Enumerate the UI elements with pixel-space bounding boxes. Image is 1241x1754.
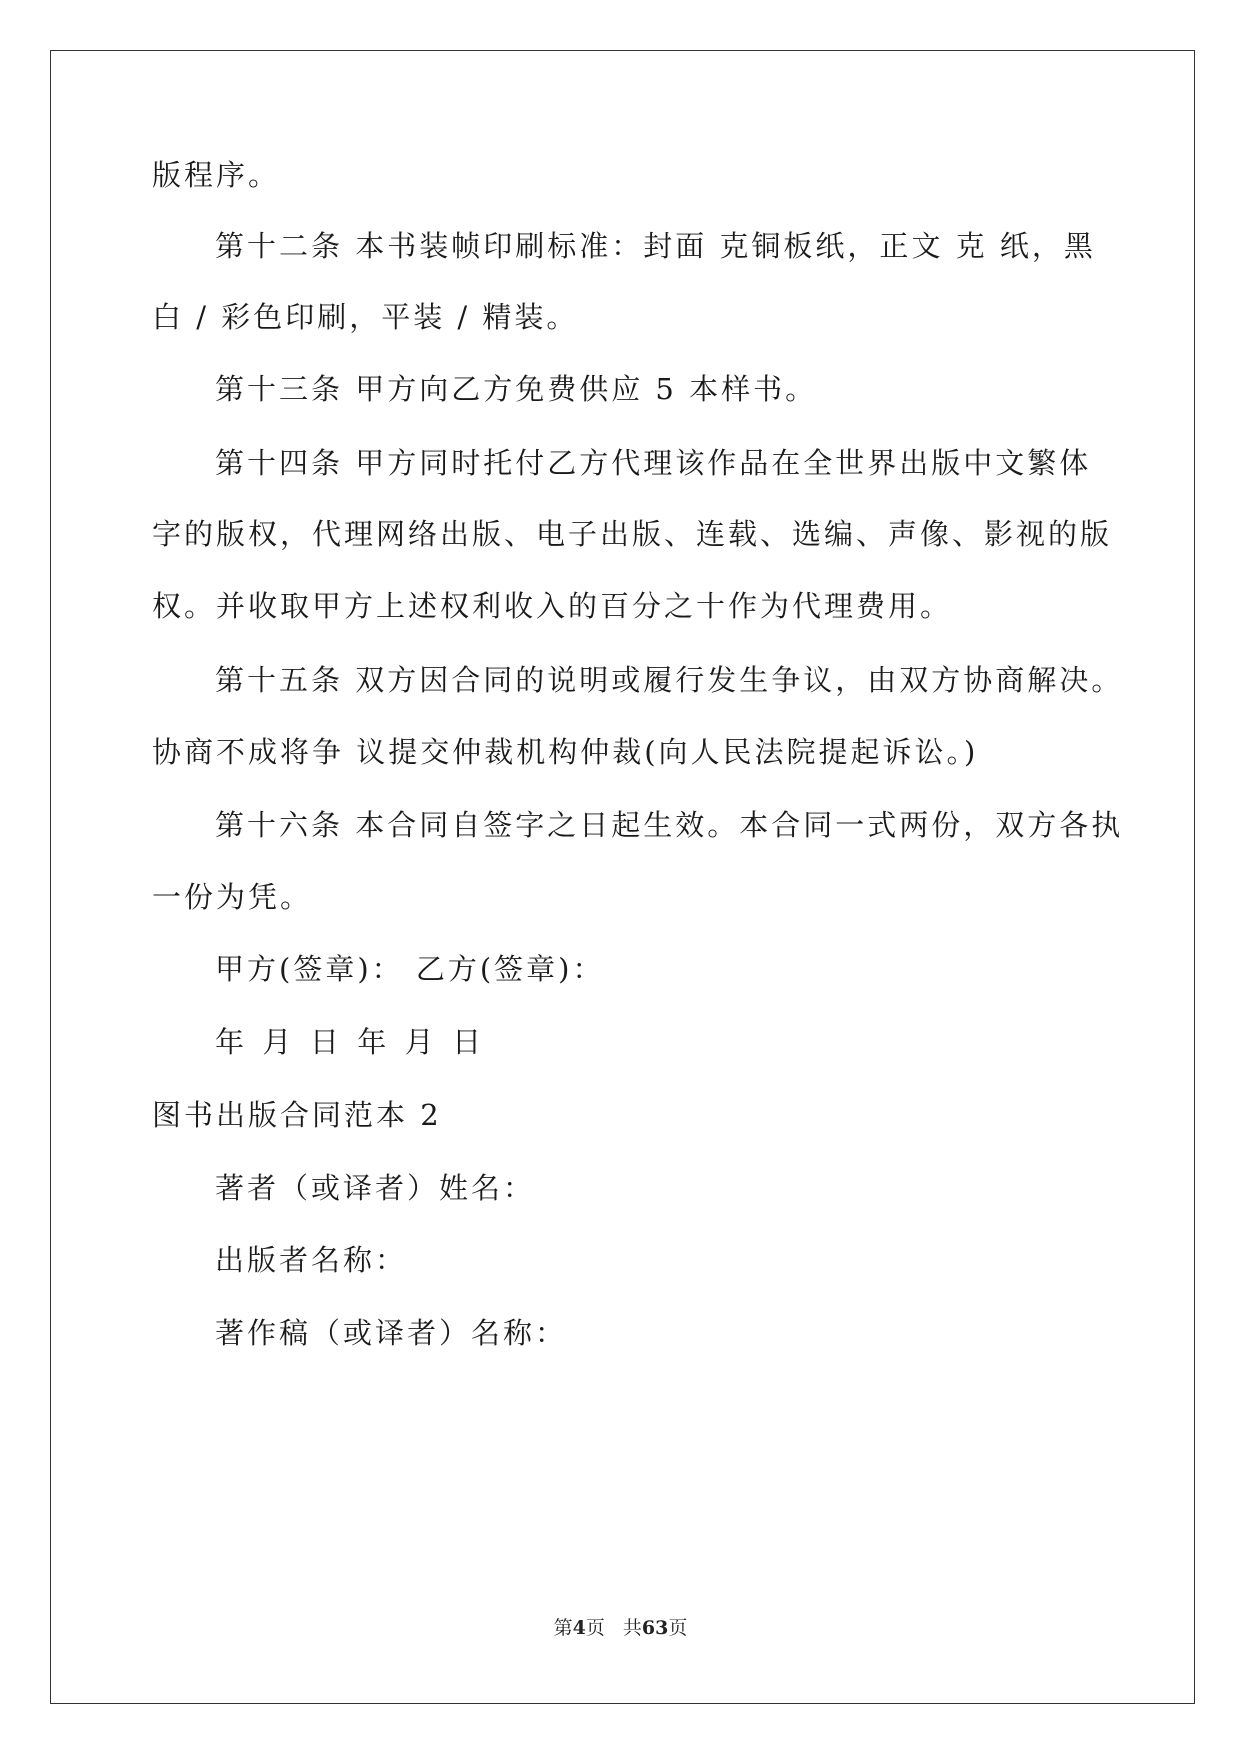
section-heading: 图书出版合同范本 2	[152, 1098, 442, 1132]
total-prefix: 共	[622, 1617, 642, 1639]
clause-12: 第十二条 本书装帧印刷标准：封面 克铜板纸，正文 克 纸，黑	[215, 229, 1096, 263]
total-suffix: 页	[668, 1617, 688, 1639]
page-current: 4	[572, 1617, 586, 1639]
publisher-name-field: 出版者名称：	[215, 1243, 408, 1277]
page-mid: 页	[585, 1617, 605, 1639]
page-total: 63	[641, 1617, 669, 1639]
text-line: 白 / 彩色印刷，平装 / 精装。	[152, 300, 579, 334]
text-line: 权。并收取甲方上述权利收入的百分之十作为代理费用。	[152, 589, 953, 623]
text-line: 协商不成将争 议提交仲裁机构仲裁(向人民法院提起诉讼。)	[152, 735, 979, 769]
date-line: 年 月 日 年 月 日	[215, 1025, 486, 1059]
page-prefix: 第	[553, 1617, 573, 1639]
clause-14: 第十四条 甲方同时托付乙方代理该作品在全世界出版中文繁体	[215, 446, 1092, 480]
clause-15: 第十五条 双方因合同的说明或履行发生争议，由双方协商解决。	[215, 663, 1124, 697]
clause-13: 第十三条 甲方向乙方免费供应 5 本样书。	[215, 372, 818, 406]
page-footer	[0, 1616, 1241, 1640]
text-line: 字的版权，代理网络出版、电子出版、连载、选编、声像、影视的版	[152, 517, 1113, 551]
manuscript-name-field: 著作稿（或译者）名称：	[215, 1316, 568, 1350]
signature-line: 甲方(签章)： 乙方(签章)：	[215, 952, 605, 986]
text-line: 版程序。	[152, 158, 281, 192]
text-line: 一份为凭。	[152, 880, 313, 914]
author-name-field: 著者（或译者）姓名：	[215, 1171, 536, 1205]
clause-16: 第十六条 本合同自签字之日起生效。本合同一式两份，双方各执	[215, 808, 1124, 842]
